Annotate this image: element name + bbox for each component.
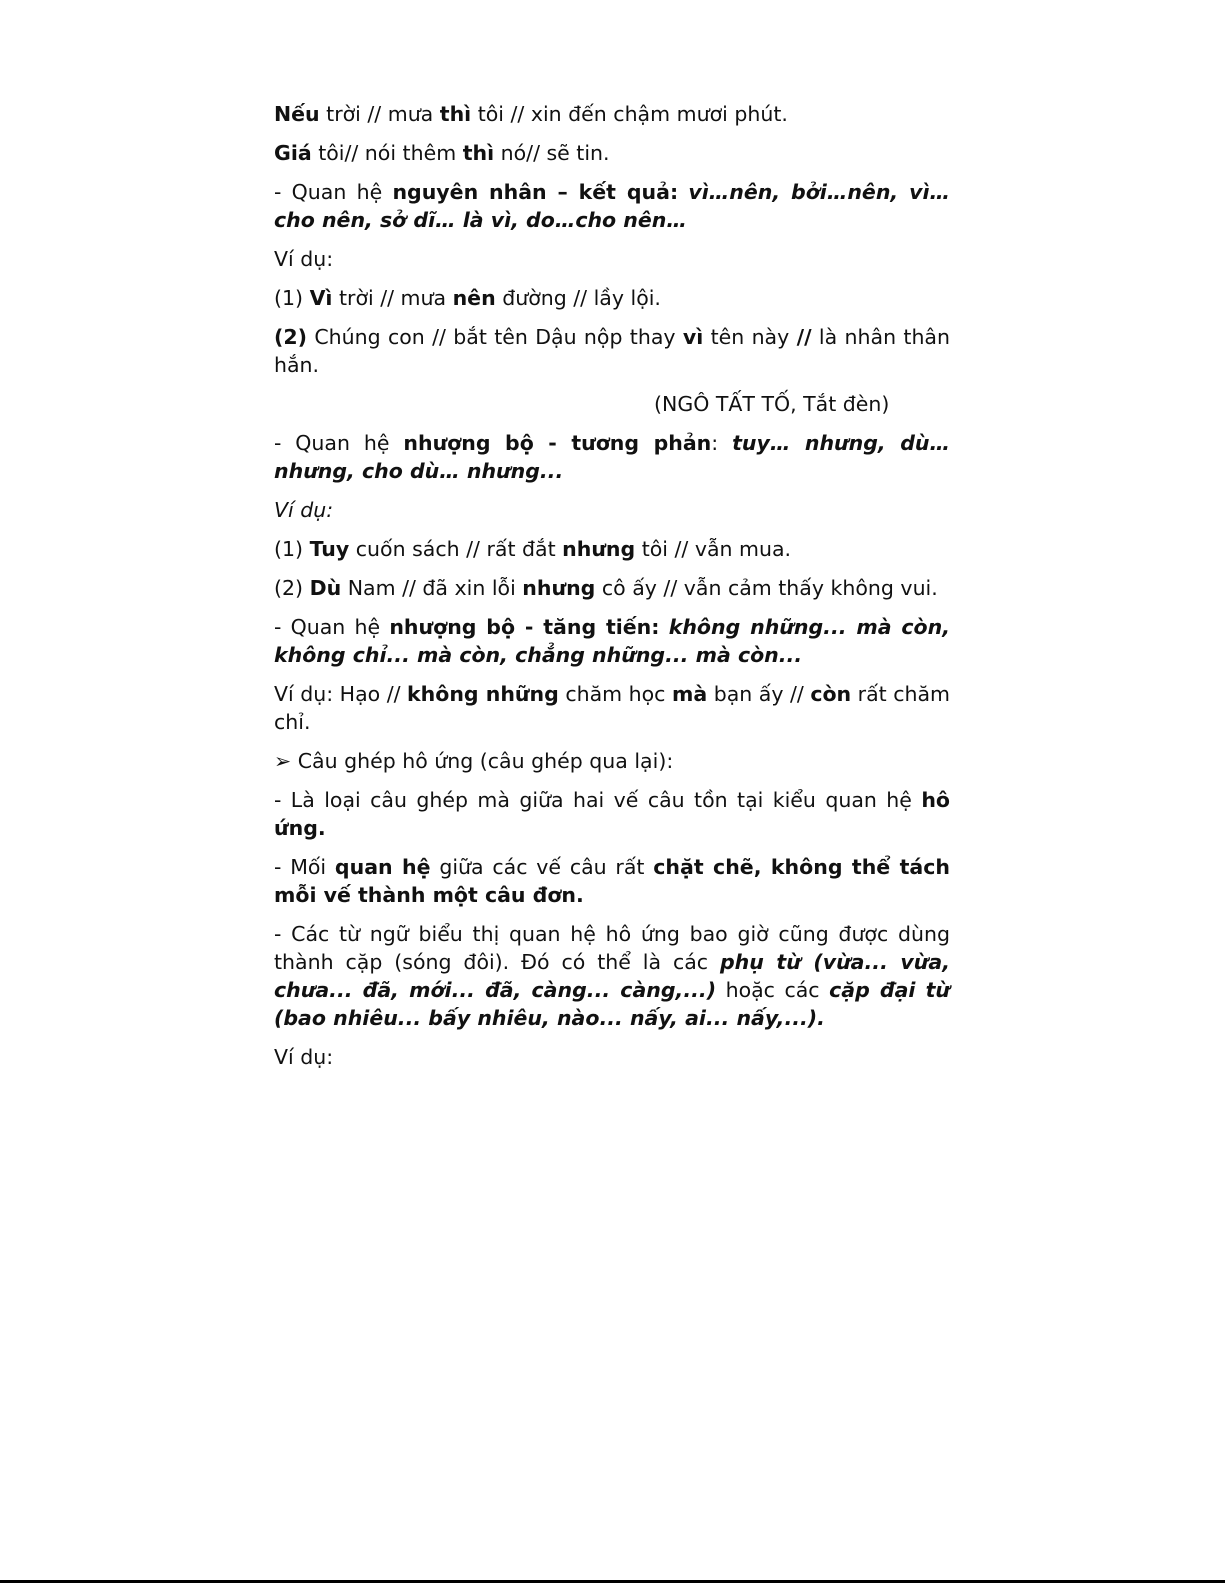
document-body	[274, 100, 950, 1082]
emphasis-run: Tuy	[309, 537, 350, 561]
relation-concession-contrast	[274, 429, 950, 485]
text-run: tôi // xin đến chậm mươi phút.	[471, 102, 788, 126]
emphasis-run: Giá	[274, 141, 312, 165]
emphasis-run: //	[796, 325, 812, 349]
definition-correlative	[274, 786, 950, 842]
text-run: - Quan hệ	[274, 180, 393, 204]
correlative-words-description	[274, 920, 950, 1032]
text-run: - Mối	[274, 855, 335, 879]
text-run: tên này	[703, 325, 797, 349]
example-conditional-1	[274, 100, 950, 128]
emphasis-run: phụ từ (vừa... vừa, chưa... đã, mới... đã, càng... càng,...)	[274, 950, 950, 1002]
text-run: rất chăm chỉ.	[274, 682, 951, 734]
emphasis-run: nhượng bộ - tương phản	[403, 431, 712, 455]
example-cause-effect-2	[274, 323, 950, 379]
text-run: (NGÔ TẤT TỐ, Tắt đèn)	[654, 392, 890, 416]
text-run: trời // mưa	[332, 286, 453, 310]
emphasis-run: hô ứng.	[274, 788, 950, 840]
text-run: Nam // đã xin lỗi	[341, 576, 523, 600]
relation-cause-effect	[274, 178, 950, 234]
emphasis-run: không những... mà còn, không chỉ... mà còn, chẳng những... mà còn...	[274, 615, 950, 667]
text-run: tôi// nói thêm	[311, 141, 463, 165]
text-run: :	[711, 431, 733, 455]
example-concession-1	[274, 535, 950, 563]
emphasis-run: Dù	[309, 576, 342, 600]
text-run: nó// sẽ tin.	[494, 141, 610, 165]
example-conditional-2	[274, 139, 950, 167]
text-run: giữa các vế câu rất	[430, 855, 654, 879]
text-run	[659, 615, 668, 639]
text-run: là nhân thân hắn.	[274, 325, 950, 377]
text-run: chăm học	[558, 682, 672, 706]
text-run: - Quan hệ	[274, 431, 404, 455]
text-run: Ví dụ:	[274, 247, 334, 271]
emphasis-run: Ví dụ:	[274, 498, 334, 522]
text-run: hoặc các	[716, 978, 830, 1002]
source-citation	[274, 390, 950, 418]
emphasis-run: còn	[810, 682, 852, 706]
example-concession-2	[274, 574, 950, 602]
emphasis-run: (2)	[274, 325, 308, 349]
text-run: cô ấy // vẫn cảm thấy không vui.	[595, 576, 938, 600]
emphasis-run: nguyên nhân – kết quả:	[392, 180, 679, 204]
emphasis-run: nhưng	[562, 537, 636, 561]
text-run: (2)	[274, 576, 310, 600]
relation-concession-progression	[274, 613, 950, 669]
example-heading	[274, 496, 950, 524]
emphasis-run: cặp đại từ (bao nhiêu... bấy nhiêu, nào... nấy, ai... nấy,...).	[274, 978, 950, 1030]
text-run: tôi // vẫn mua.	[635, 537, 792, 561]
text-run: - Là loại câu ghép mà giữa hai vế câu tồn tại kiểu quan hệ	[274, 788, 922, 812]
emphasis-run: thì	[462, 141, 495, 165]
emphasis-run: vì…nên, bởi…nên, vì… cho nên, sở dĩ… là vì, do…cho nên…	[274, 180, 950, 232]
emphasis-run: nhưng	[522, 576, 596, 600]
emphasis-run: chặt chẽ, không thể tách mỗi vế thành một câu đơn.	[274, 855, 950, 907]
text-run: Ví dụ: Hạo //	[274, 682, 408, 706]
text-run: - Quan hệ	[274, 615, 390, 639]
example-progression	[274, 680, 950, 736]
text-run: Chúng con // bắt tên Dậu nộp thay	[307, 325, 683, 349]
section-heading-correlative	[274, 747, 950, 775]
emphasis-run: mà	[671, 682, 708, 706]
emphasis-run: nên	[452, 286, 496, 310]
text-run: cuốn sách // rất đắt	[349, 537, 563, 561]
emphasis-run: Nếu	[274, 102, 320, 126]
text-run: đường // lầy lội.	[495, 286, 661, 310]
emphasis-run: không những	[407, 682, 559, 706]
text-run: (1)	[274, 537, 310, 561]
emphasis-run: thì	[439, 102, 472, 126]
page-bottom-border	[0, 1580, 1225, 1583]
example-cause-effect-1	[274, 284, 950, 312]
text-run: ➢ Câu ghép hô ứng (câu ghép qua lại):	[274, 749, 674, 773]
text-run: Ví dụ:	[274, 1045, 334, 1069]
relation-tightness	[274, 853, 950, 909]
emphasis-run: Vì	[309, 286, 333, 310]
text-run: trời // mưa	[319, 102, 440, 126]
example-heading	[274, 1043, 950, 1071]
text-run: - Các từ ngữ biểu thị quan hệ hô ứng bao giờ cũng được dùng thành cặp (sóng đôi). Đó có thể là các	[274, 922, 950, 974]
text-run: (1)	[274, 286, 310, 310]
emphasis-run: vì	[682, 325, 704, 349]
example-heading	[274, 245, 950, 273]
emphasis-run: tuy… nhưng, dù… nhưng, cho dù… nhưng...	[274, 431, 950, 483]
text-run	[678, 180, 688, 204]
text-run: bạn ấy //	[707, 682, 811, 706]
emphasis-run: quan hệ	[334, 855, 431, 879]
emphasis-run: nhượng bộ - tăng tiến:	[389, 615, 660, 639]
